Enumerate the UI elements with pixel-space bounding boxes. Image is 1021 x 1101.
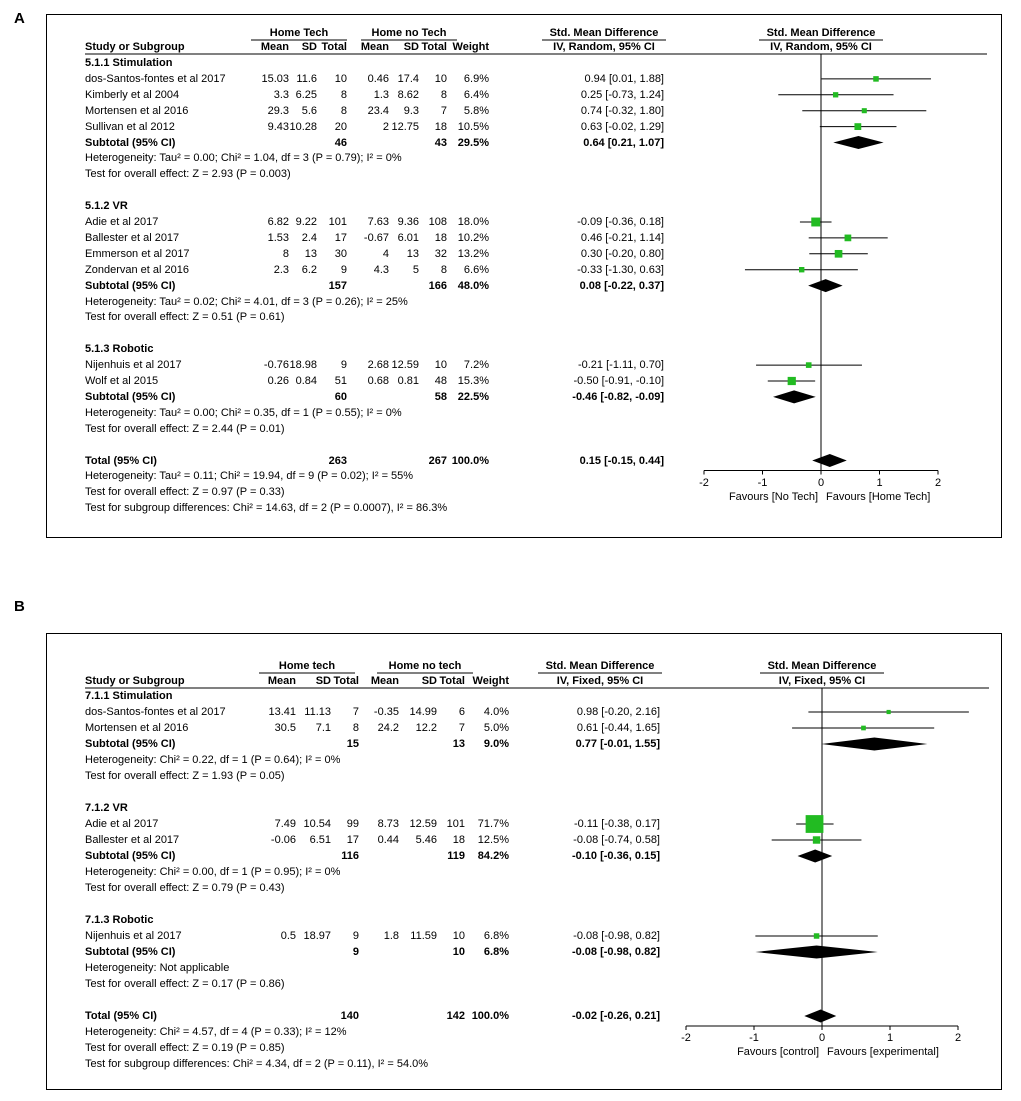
mean-value: -0.67 xyxy=(363,231,389,244)
effect-marker xyxy=(887,710,891,714)
sd-header: SD xyxy=(315,675,331,687)
favours-left-label: Favours [control] xyxy=(737,1046,819,1058)
subgroup-title: 5.1.3 Robotic xyxy=(85,343,154,356)
subtotal-ci: 0.64 [0.21, 1.07] xyxy=(583,136,664,149)
mean-value: 15.03 xyxy=(261,72,289,85)
ci-value: -0.08 [-0.98, 0.82] xyxy=(573,930,660,942)
sd-header: SD xyxy=(421,675,437,687)
mean-header: Mean xyxy=(260,41,289,53)
study-name: Wolf et al 2015 xyxy=(85,375,159,387)
subtotal-ci: -0.46 [-0.82, -0.09] xyxy=(572,390,664,403)
mean-value: 0.46 xyxy=(367,72,389,85)
sd-value: 10.28 xyxy=(289,120,317,133)
total-value: 30 xyxy=(334,247,347,260)
subtotal-total: 60 xyxy=(334,390,347,403)
plot-title: Std. Mean Difference xyxy=(767,660,877,672)
sd-value: 5.46 xyxy=(415,834,437,846)
sd-value: 13 xyxy=(406,247,419,260)
study-name: Mortensen et al 2016 xyxy=(85,104,189,117)
subtotal-weight: 48.0% xyxy=(457,279,489,292)
subtotal-label: Subtotal (95% CI) xyxy=(85,136,176,149)
weight-value: 6.9% xyxy=(463,72,489,85)
weight-value: 4.0% xyxy=(483,706,509,718)
subtotal-total: 46 xyxy=(334,136,347,149)
mean-value: 8 xyxy=(282,247,289,260)
footer-statistic: Test for overall effect: Z = 0.97 (P = 0.33) xyxy=(85,486,285,499)
ci-value: -0.33 [-1.30, 0.63] xyxy=(577,263,664,276)
ci-value: -0.50 [-0.91, -0.10] xyxy=(573,375,664,387)
weight-value: 13.2% xyxy=(457,247,489,260)
subtotal-weight: 6.8% xyxy=(483,946,509,958)
subtotal-total: 116 xyxy=(341,850,359,862)
weight-header: Weight xyxy=(452,41,489,53)
sd-value: 5 xyxy=(412,263,419,276)
overall-effect-text: Test for overall effect: Z = 0.17 (P = 0.86) xyxy=(85,978,285,990)
x-tick-label: -1 xyxy=(757,476,768,489)
heterogeneity-text: Heterogeneity: Tau² = 0.00; Chi² = 0.35, df = 1 (P = 0.55); I² = 0% xyxy=(85,406,402,419)
sd-value: 9.3 xyxy=(403,104,419,117)
total-value: 8 xyxy=(352,722,359,734)
panel-a-label: A xyxy=(14,10,25,27)
total-value: 7 xyxy=(352,706,359,718)
total-header: Total xyxy=(321,41,347,53)
total-value: 32 xyxy=(434,247,447,260)
mean-header: Mean xyxy=(360,41,389,53)
total-value: 6 xyxy=(458,706,465,718)
pooled-diamond xyxy=(773,390,816,403)
heterogeneity-text: Heterogeneity: Chi² = 0.22, df = 1 (P = 0.64); I² = 0% xyxy=(85,754,341,766)
mean-value: -0.35 xyxy=(373,706,399,718)
x-tick-label: 0 xyxy=(818,1032,826,1044)
weight-value: 12.5% xyxy=(477,834,509,846)
total-value: 18 xyxy=(434,120,447,133)
heterogeneity-text: Heterogeneity: Tau² = 0.00; Chi² = 1.04, df = 3 (P = 0.79); I² = 0% xyxy=(85,152,402,165)
subtotal-ci: -0.08 [-0.98, 0.82] xyxy=(571,946,660,958)
total-value: 10 xyxy=(452,930,465,942)
footer-statistic: Test for subgroup differences: Chi² = 4.34, df = 2 (P = 0.11), I² = 54.0% xyxy=(85,1058,429,1070)
favours-left-label: Favours [No Tech] xyxy=(728,490,818,503)
mean-value: 0.68 xyxy=(367,375,389,387)
plot-method: IV, Fixed, 95% CI xyxy=(778,675,866,687)
mean-value: 9.43 xyxy=(267,120,289,133)
sd-value: 18.97 xyxy=(303,930,331,942)
x-tick-label: 0 xyxy=(817,476,825,489)
total-value: 8 xyxy=(440,263,447,276)
effect-marker xyxy=(814,933,819,938)
total-header: Total xyxy=(439,675,465,687)
group1-header: Home tech xyxy=(278,660,336,672)
sd-header: SD xyxy=(403,41,419,53)
subtotal-label: Subtotal (95% CI) xyxy=(85,279,176,292)
mean-value: 2 xyxy=(382,120,389,133)
effect-marker xyxy=(861,726,866,731)
subgroup-title: 7.1.2 VR xyxy=(85,802,128,814)
mean-value: 1.8 xyxy=(383,930,399,942)
overall-effect-text: Test for overall effect: Z = 1.93 (P = 0.05) xyxy=(85,770,285,782)
overall-effect-text: Test for overall effect: Z = 2.44 (P = 0.01) xyxy=(85,422,285,435)
grand-total: 263 xyxy=(328,454,347,467)
sd-value: 11.13 xyxy=(304,706,331,718)
sd-value: 17.4 xyxy=(397,72,419,85)
footer-statistic: Test for overall effect: Z = 0.19 (P = 0.85) xyxy=(85,1042,285,1054)
subtotal-label: Subtotal (95% CI) xyxy=(85,738,176,750)
mean-value: -0.06 xyxy=(270,834,296,846)
total-ci: -0.02 [-0.26, 0.21] xyxy=(571,1010,660,1022)
footer-statistic: Heterogeneity: Tau² = 0.11; Chi² = 19.94, df = 9 (P = 0.02); I² = 55% xyxy=(85,470,414,483)
total-value: 18 xyxy=(452,834,465,846)
subtotal-total: 10 xyxy=(452,946,465,958)
subtotal-weight: 29.5% xyxy=(457,136,489,149)
study-name: Adie et al 2017 xyxy=(85,216,159,228)
sd-value: 11.6 xyxy=(296,72,317,85)
weight-value: 6.8% xyxy=(483,930,509,942)
mean-value: 2.68 xyxy=(367,359,389,372)
total-value: 99 xyxy=(346,818,359,830)
pooled-diamond xyxy=(798,850,833,863)
mean-value: 1.53 xyxy=(267,231,289,244)
effect-header: Std. Mean Difference xyxy=(549,27,659,39)
x-tick-label: 2 xyxy=(954,1032,962,1044)
sd-value: 12.59 xyxy=(391,359,419,372)
forest-plot-graphics xyxy=(47,634,1001,1089)
subtotal-ci: 0.08 [-0.22, 0.37] xyxy=(579,279,664,292)
mean-value: -0.76 xyxy=(263,359,289,372)
grand-total: 140 xyxy=(340,1010,359,1022)
total-value: 7 xyxy=(440,104,447,117)
pooled-diamond xyxy=(808,279,843,292)
ci-value: 0.94 [0.01, 1.88] xyxy=(584,72,664,85)
x-tick-label: -2 xyxy=(681,1032,691,1044)
mean-value: 13.41 xyxy=(268,706,296,718)
total-header: Total xyxy=(333,675,359,687)
total-weight: 100.0% xyxy=(471,1010,509,1022)
mean-value: 2.3 xyxy=(273,263,289,276)
weight-value: 10.2% xyxy=(457,231,489,244)
total-label: Total (95% CI) xyxy=(85,1010,157,1022)
sd-value: 2.4 xyxy=(301,231,317,244)
study-name: Nijenhuis et al 2017 xyxy=(85,359,182,372)
ci-value: -0.21 [-1.11, 0.70] xyxy=(577,359,664,372)
plot-title: Std. Mean Difference xyxy=(766,27,876,39)
study-name: Kimberly et al 2004 xyxy=(85,88,180,101)
effect-marker xyxy=(835,250,843,258)
weight-value: 5.8% xyxy=(463,104,489,117)
sd-value: 8.62 xyxy=(397,88,419,101)
total-value: 101 xyxy=(328,216,347,228)
ci-value: 0.46 [-0.21, 1.14] xyxy=(580,231,664,244)
sd-value: 7.1 xyxy=(315,722,331,734)
sd-value: 6.51 xyxy=(309,834,331,846)
effect-marker xyxy=(873,76,879,82)
total-value: 51 xyxy=(334,375,347,387)
weight-header: Weight xyxy=(472,675,509,687)
subtotal-total: 43 xyxy=(434,136,447,149)
total-header: Total xyxy=(421,41,447,53)
sd-value: 0.84 xyxy=(295,375,317,387)
overall-effect-text: Test for overall effect: Z = 2.93 (P = 0.003) xyxy=(85,168,291,181)
subgroup-title: 5.1.2 VR xyxy=(85,200,128,213)
total-label: Total (95% CI) xyxy=(85,454,157,467)
sd-value: 12.75 xyxy=(391,120,419,133)
total-weight: 100.0% xyxy=(451,454,489,467)
sd-value: 6.2 xyxy=(301,263,317,276)
heterogeneity-text: Heterogeneity: Chi² = 0.00, df = 1 (P = 0.95); I² = 0% xyxy=(85,866,341,878)
subgroup-title: 5.1.1 Stimulation xyxy=(85,57,173,69)
study-name: Sullivan et al 2012 xyxy=(85,120,175,133)
effect-marker xyxy=(806,362,812,368)
subtotal-total: 58 xyxy=(434,390,447,403)
forest-plot-graphics xyxy=(47,15,1001,537)
subtotal-total: 9 xyxy=(352,946,359,958)
weight-value: 10.5% xyxy=(457,120,489,133)
subtotal-total: 166 xyxy=(428,279,447,292)
mean-value: 4.3 xyxy=(373,263,389,276)
subtotal-ci: -0.10 [-0.36, 0.15] xyxy=(571,850,660,862)
subgroup-title: 7.1.3 Robotic xyxy=(85,914,154,926)
sd-value: 12.2 xyxy=(415,722,437,734)
subtotal-label: Subtotal (95% CI) xyxy=(85,390,176,403)
study-name: Ballester et al 2017 xyxy=(85,231,180,244)
ci-value: -0.11 [-0.38, 0.17] xyxy=(573,818,660,830)
heterogeneity-text: Heterogeneity: Not applicable xyxy=(85,962,230,974)
sd-value: 13 xyxy=(304,247,317,260)
sd-value: 6.01 xyxy=(397,231,419,244)
effect-marker xyxy=(845,235,852,242)
total-value: 18 xyxy=(434,231,447,244)
pooled-diamond xyxy=(804,1010,836,1023)
effect-marker xyxy=(799,267,804,272)
total-value: 101 xyxy=(446,818,465,830)
mean-value: 29.3 xyxy=(267,104,289,117)
favours-right-label: Favours [Home Tech] xyxy=(826,490,931,503)
ci-value: 0.30 [-0.20, 0.80] xyxy=(580,247,664,260)
study-column-header: Study or Subgroup xyxy=(85,41,185,53)
sd-value: 9.22 xyxy=(295,216,317,228)
ci-value: 0.98 [-0.20, 2.16] xyxy=(576,706,660,718)
subgroup-title: 7.1.1 Stimulation xyxy=(85,690,173,702)
ci-value: 0.25 [-0.73, 1.24] xyxy=(580,88,664,101)
ci-value: -0.09 [-0.36, 0.18] xyxy=(577,216,664,228)
effect-marker xyxy=(833,92,838,97)
sd-value: 10.54 xyxy=(303,818,331,830)
total-value: 10 xyxy=(434,359,447,372)
grand-total: 142 xyxy=(446,1010,465,1022)
pooled-diamond xyxy=(755,946,877,959)
total-value: 8 xyxy=(440,88,447,101)
heterogeneity-text: Heterogeneity: Tau² = 0.02; Chi² = 4.01, df = 3 (P = 0.26); I² = 25% xyxy=(85,295,408,308)
sd-value: 18.98 xyxy=(289,359,317,372)
weight-value: 7.2% xyxy=(463,359,489,372)
x-tick-label: -1 xyxy=(749,1032,759,1044)
weight-value: 15.3% xyxy=(457,375,489,387)
total-value: 108 xyxy=(428,216,447,228)
pooled-diamond xyxy=(821,738,927,751)
group2-header: Home no tech xyxy=(388,660,462,672)
mean-value: 8.73 xyxy=(377,818,399,830)
total-value: 20 xyxy=(334,120,347,133)
weight-value: 5.0% xyxy=(483,722,509,734)
study-name: Nijenhuis et al 2017 xyxy=(85,930,182,942)
total-ci: 0.15 [-0.15, 0.44] xyxy=(579,454,664,467)
subtotal-weight: 22.5% xyxy=(457,390,489,403)
plot-method: IV, Random, 95% CI xyxy=(770,41,872,53)
effect-marker xyxy=(862,108,867,113)
total-value: 9 xyxy=(352,930,359,942)
ci-value: 0.63 [-0.02, 1.29] xyxy=(580,120,664,133)
subtotal-total: 119 xyxy=(447,850,465,862)
mean-value: 1.3 xyxy=(373,88,389,101)
sd-value: 5.6 xyxy=(301,104,317,117)
mean-value: 0.44 xyxy=(377,834,399,846)
total-value: 17 xyxy=(346,834,359,846)
x-tick-label: 1 xyxy=(876,476,883,489)
mean-value: 7.49 xyxy=(274,818,296,830)
ci-value: 0.61 [-0.44, 1.65] xyxy=(576,722,660,734)
effect-marker xyxy=(806,815,824,833)
mean-header: Mean xyxy=(370,675,399,687)
mean-value: 30.5 xyxy=(274,722,296,734)
sd-value: 9.36 xyxy=(397,216,419,228)
effect-method-header: IV, Random, 95% CI xyxy=(553,41,655,53)
total-value: 9 xyxy=(340,263,347,276)
effect-header: Std. Mean Difference xyxy=(545,660,655,672)
study-name: Ballester et al 2017 xyxy=(85,834,180,846)
overall-effect-text: Test for overall effect: Z = 0.79 (P = 0.43) xyxy=(85,882,285,894)
sd-header: SD xyxy=(301,41,317,53)
sd-value: 14.99 xyxy=(409,706,437,718)
x-tick-label: -2 xyxy=(699,476,709,489)
effect-marker xyxy=(854,123,861,130)
subtotal-total: 15 xyxy=(346,738,359,750)
panel-b-label: B xyxy=(14,598,25,615)
favours-right-label: Favours [experimental] xyxy=(827,1046,939,1058)
sd-value: 11.59 xyxy=(410,930,437,942)
mean-header: Mean xyxy=(267,675,296,687)
subtotal-weight: 84.2% xyxy=(477,850,509,862)
sd-value: 12.59 xyxy=(409,818,437,830)
overall-effect-text: Test for overall effect: Z = 0.51 (P = 0.61) xyxy=(85,311,285,324)
sd-value: 0.81 xyxy=(397,375,419,387)
study-name: dos-Santos-fontes et al 2017 xyxy=(85,72,226,85)
weight-value: 6.4% xyxy=(463,88,489,101)
study-name: Emmerson et al 2017 xyxy=(85,247,190,260)
study-column-header: Study or Subgroup xyxy=(85,675,185,687)
subtotal-label: Subtotal (95% CI) xyxy=(85,946,176,958)
effect-method-header: IV, Fixed, 95% CI xyxy=(556,675,644,687)
mean-value: 6.82 xyxy=(267,216,289,228)
subtotal-total: 157 xyxy=(328,279,347,292)
total-value: 10 xyxy=(434,72,447,85)
total-value: 8 xyxy=(340,104,347,117)
ci-value: 0.74 [-0.32, 1.80] xyxy=(580,104,664,117)
sd-value: 6.25 xyxy=(295,88,317,101)
footer-statistic: Heterogeneity: Chi² = 4.57, df = 4 (P = 0.33); I² = 12% xyxy=(85,1026,347,1038)
mean-value: 4 xyxy=(382,247,389,260)
pooled-diamond xyxy=(812,454,847,467)
subtotal-total: 13 xyxy=(452,738,465,750)
mean-value: 0.26 xyxy=(267,375,289,387)
group1-header: Home Tech xyxy=(269,27,329,39)
weight-value: 71.7% xyxy=(477,818,509,830)
mean-value: 7.63 xyxy=(367,216,389,228)
forest-plot-panel-b xyxy=(46,633,1002,1090)
group2-header: Home no Tech xyxy=(371,27,447,39)
effect-marker xyxy=(811,218,820,227)
total-value: 9 xyxy=(340,359,347,372)
weight-value: 6.6% xyxy=(463,263,489,276)
total-value: 8 xyxy=(340,88,347,101)
mean-value: 23.4 xyxy=(367,104,389,117)
study-name: dos-Santos-fontes et al 2017 xyxy=(85,706,226,718)
x-tick-label: 1 xyxy=(886,1032,894,1044)
ci-value: -0.08 [-0.74, 0.58] xyxy=(573,834,660,846)
subtotal-weight: 9.0% xyxy=(483,738,509,750)
x-tick-label: 2 xyxy=(934,476,942,489)
mean-value: 24.2 xyxy=(377,722,399,734)
grand-total: 267 xyxy=(428,454,447,467)
study-name: Mortensen et al 2016 xyxy=(85,722,189,734)
mean-value: 3.3 xyxy=(273,88,289,101)
footer-statistic: Test for subgroup differences: Chi² = 14.63, df = 2 (P = 0.0007), I² = 86.3% xyxy=(85,502,448,515)
subtotal-label: Subtotal (95% CI) xyxy=(85,850,176,862)
effect-marker xyxy=(813,836,820,843)
effect-marker xyxy=(788,377,796,385)
mean-value: 0.5 xyxy=(280,930,296,942)
weight-value: 18.0% xyxy=(457,216,489,228)
pooled-diamond xyxy=(833,136,883,149)
total-value: 10 xyxy=(334,72,347,85)
total-value: 48 xyxy=(434,375,447,387)
subtotal-ci: 0.77 [-0.01, 1.55] xyxy=(575,738,660,750)
total-value: 17 xyxy=(334,231,347,244)
study-name: Zondervan et al 2016 xyxy=(85,263,189,276)
study-name: Adie et al 2017 xyxy=(85,818,159,830)
total-value: 7 xyxy=(458,722,465,734)
forest-plot-panel-a xyxy=(46,14,1002,538)
